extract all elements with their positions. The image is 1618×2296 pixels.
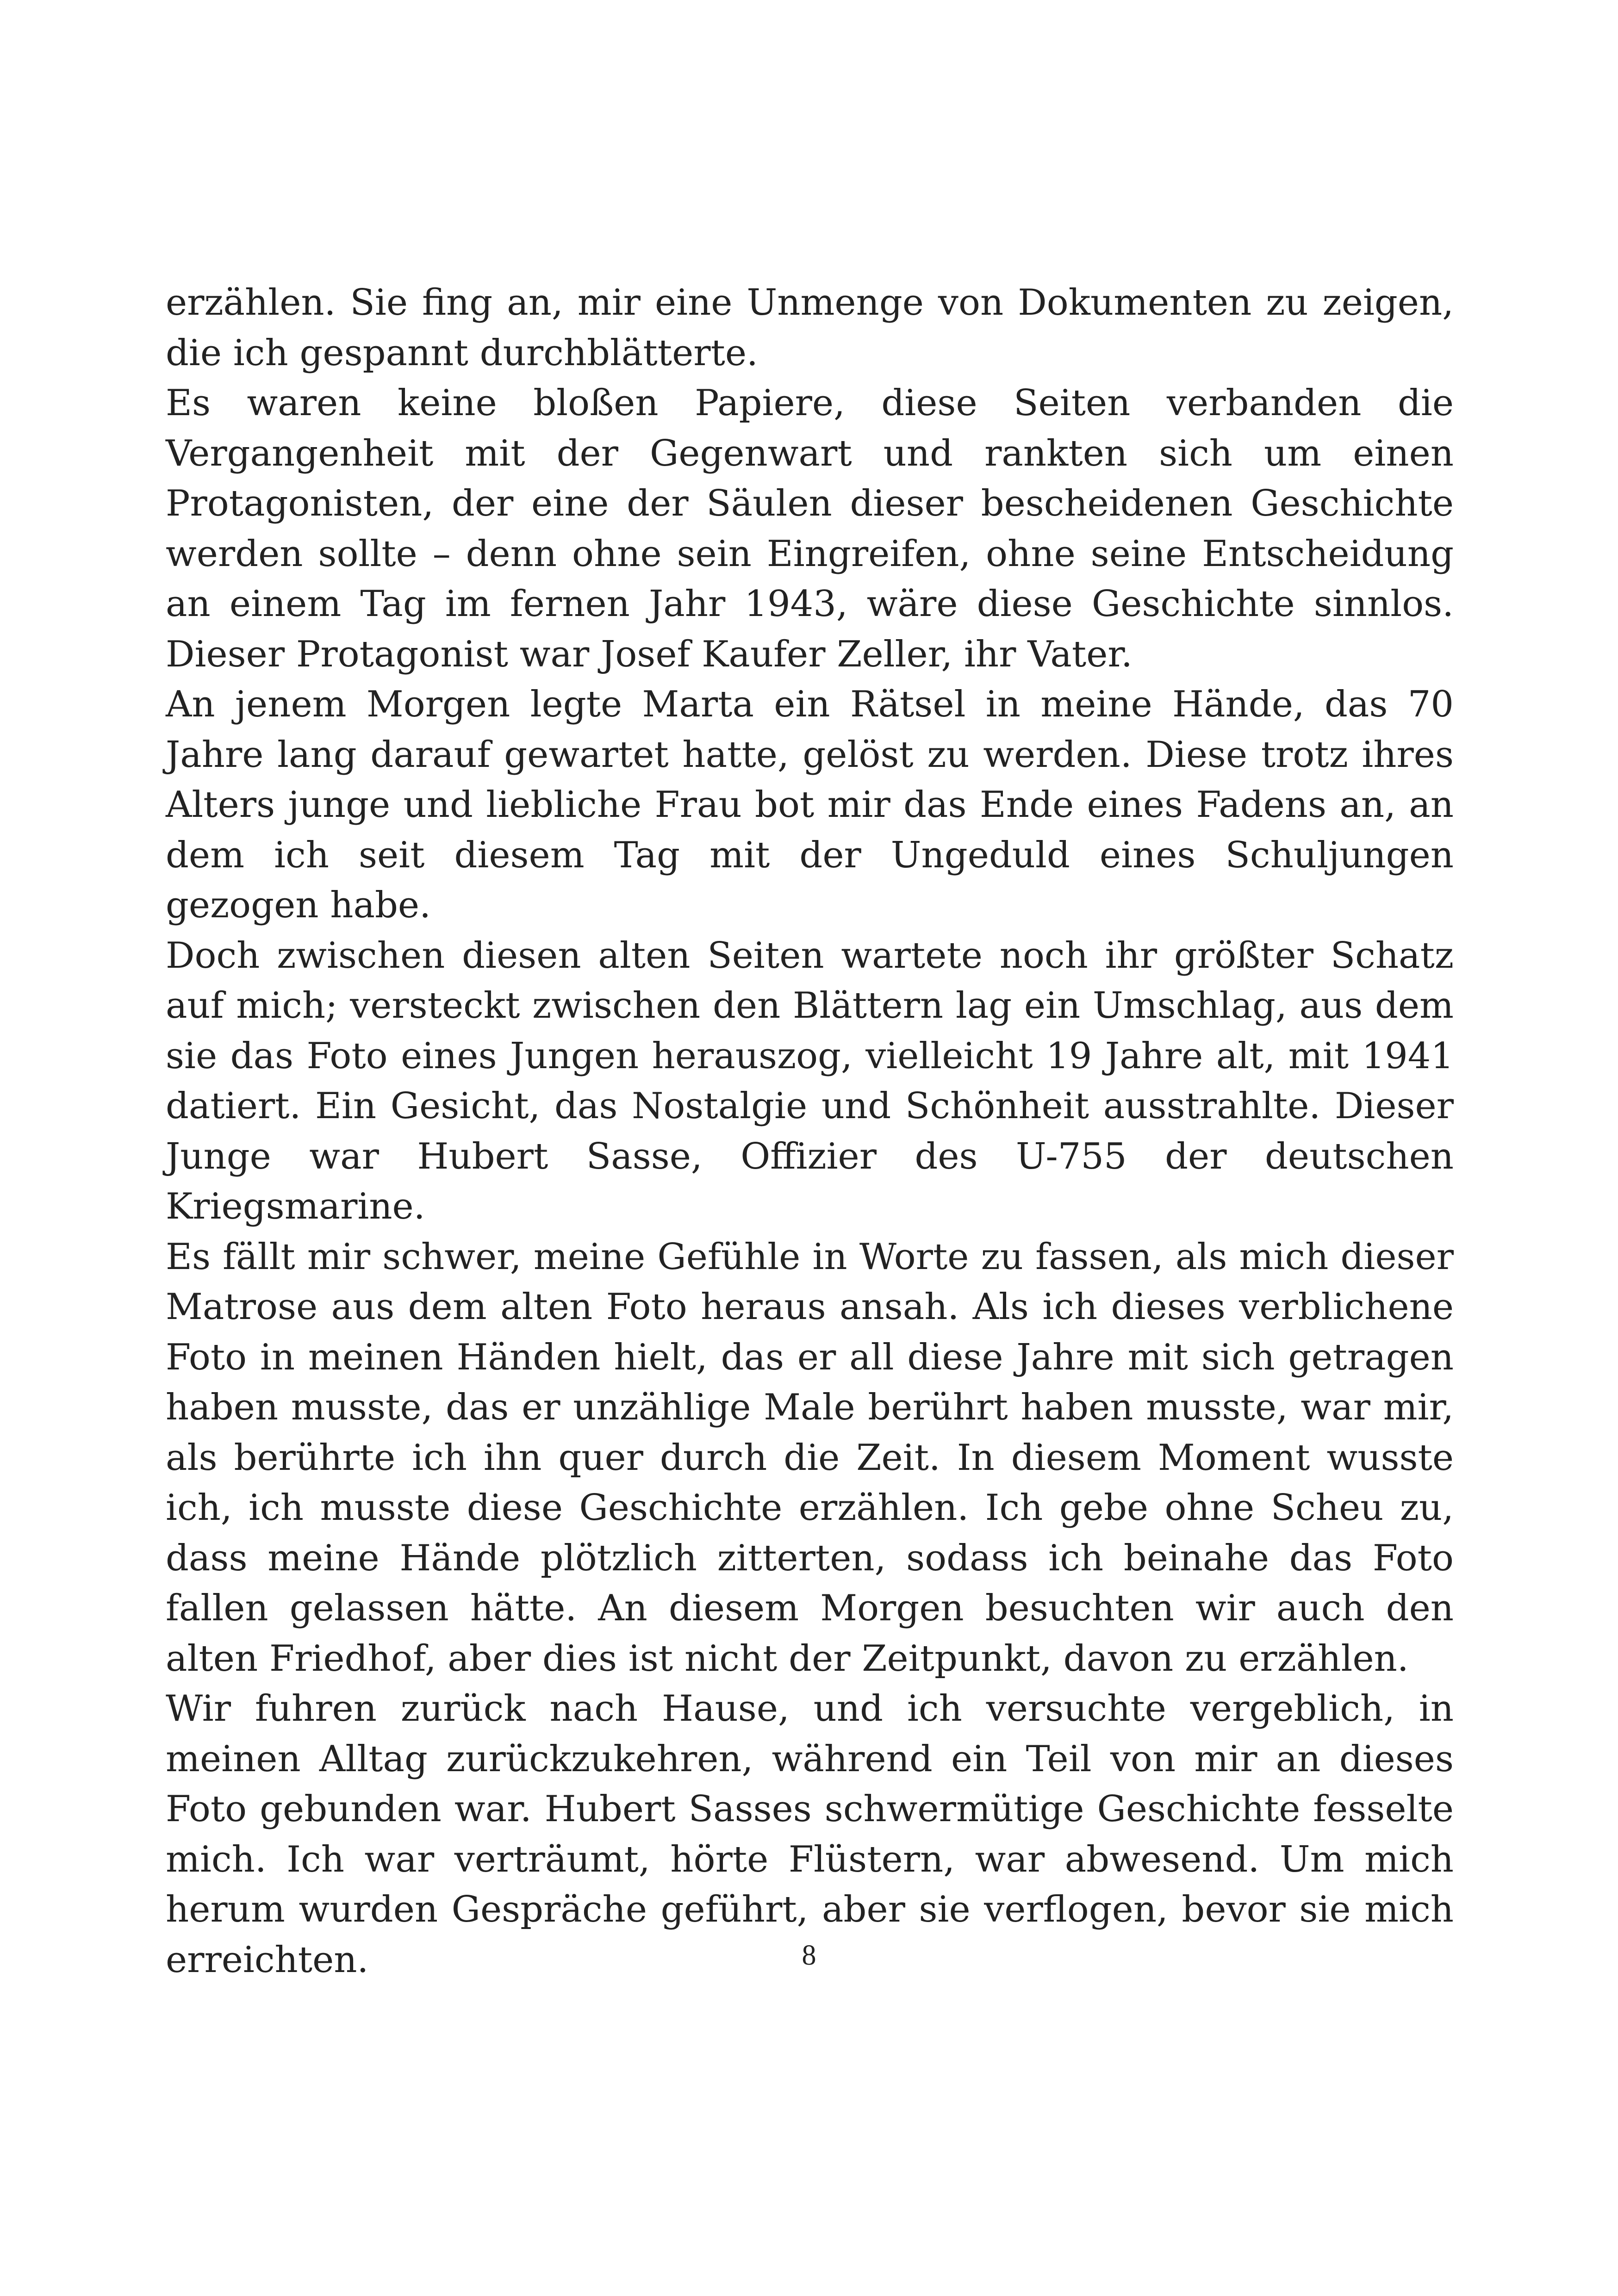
paragraph-6: Wir fuhren zurück nach Hause, und ich versuchte vergeblich, in meinen Alltag zurückzukehren, während ein Teil von mir an dieses Foto gebunden war. Hubert Sasses schwermütige Geschichte fesselte mich. Ich war verträumt, hörte Flüstern, war abwesend. Um mich herum wurden Gespräche geführt, aber sie verflogen, bevor sie mich erreichten. — [166, 1688, 1454, 1981]
paragraph-5: Es fällt mir schwer, meine Gefühle in Worte zu fassen, als mich dieser Matrose aus dem alten Foto heraus ansah. Als ich dieses verblichene Foto in meinen Händen hielt, das er all diese Jahre mit sich getragen haben musste, das er unzählige Male berührt haben musste, war mir, als berührte ich ihn quer durch die Zeit. In diesem Moment wusste ich, ich musste diese Geschichte erzählen. Ich gebe ohne Scheu zu, dass meine Hände plötzlich zitterten, sodass ich beinahe das Foto fallen gelassen hätte. An diesem Morgen besuchten wir auch den alten Friedhof, aber dies ist nicht der Zeitpunkt, davon zu erzählen. — [166, 1236, 1454, 1680]
body-text — [166, 278, 1454, 1985]
paragraph-1: erzählen. Sie fing an, mir eine Unmenge von Dokumenten zu zeigen, die ich gespannt durchblätterte. — [166, 282, 1454, 374]
page-number: 8 — [802, 1940, 816, 1971]
paragraph-4: Doch zwischen diesen alten Seiten wartete noch ihr größter Schatz auf mich; versteckt zwischen den Blättern lag ein Umschlag, aus dem sie das Foto eines Jungen herauszog, vielleicht 19 Jahre alt, mit 1941 datiert. Ein Gesicht, das Nostalgie und Schönheit ausstrahlte. Dieser Junge war Hubert Sasse, Offizier des U-755 der deutschen Kriegsmarine. — [166, 934, 1454, 1227]
paragraph-3: An jenem Morgen legte Marta ein Rätsel in meine Hände, das 70 Jahre lang darauf gewartet hatte, gelöst zu werden. Diese trotz ihres Alters junge und liebliche Frau bot mir das Ende eines Fadens an, an dem ich seit diesem Tag mit der Ungeduld eines Schuljungen gezogen habe. — [166, 684, 1454, 926]
paragraph-2: Es waren keine bloßen Papiere, diese Seiten verbanden die Vergangenheit mit der Gegenwart und rankten sich um einen Protagonisten, der eine der Säulen dieser bescheidenen Geschichte werden sollte – denn ohne sein Eingreifen, ohne seine Entscheidung an einem Tag im fernen Jahr 1943, wäre diese Geschichte sinnlos. Dieser Protagonist war Josef Kaufer Zeller, ihr Vater. — [166, 382, 1454, 675]
